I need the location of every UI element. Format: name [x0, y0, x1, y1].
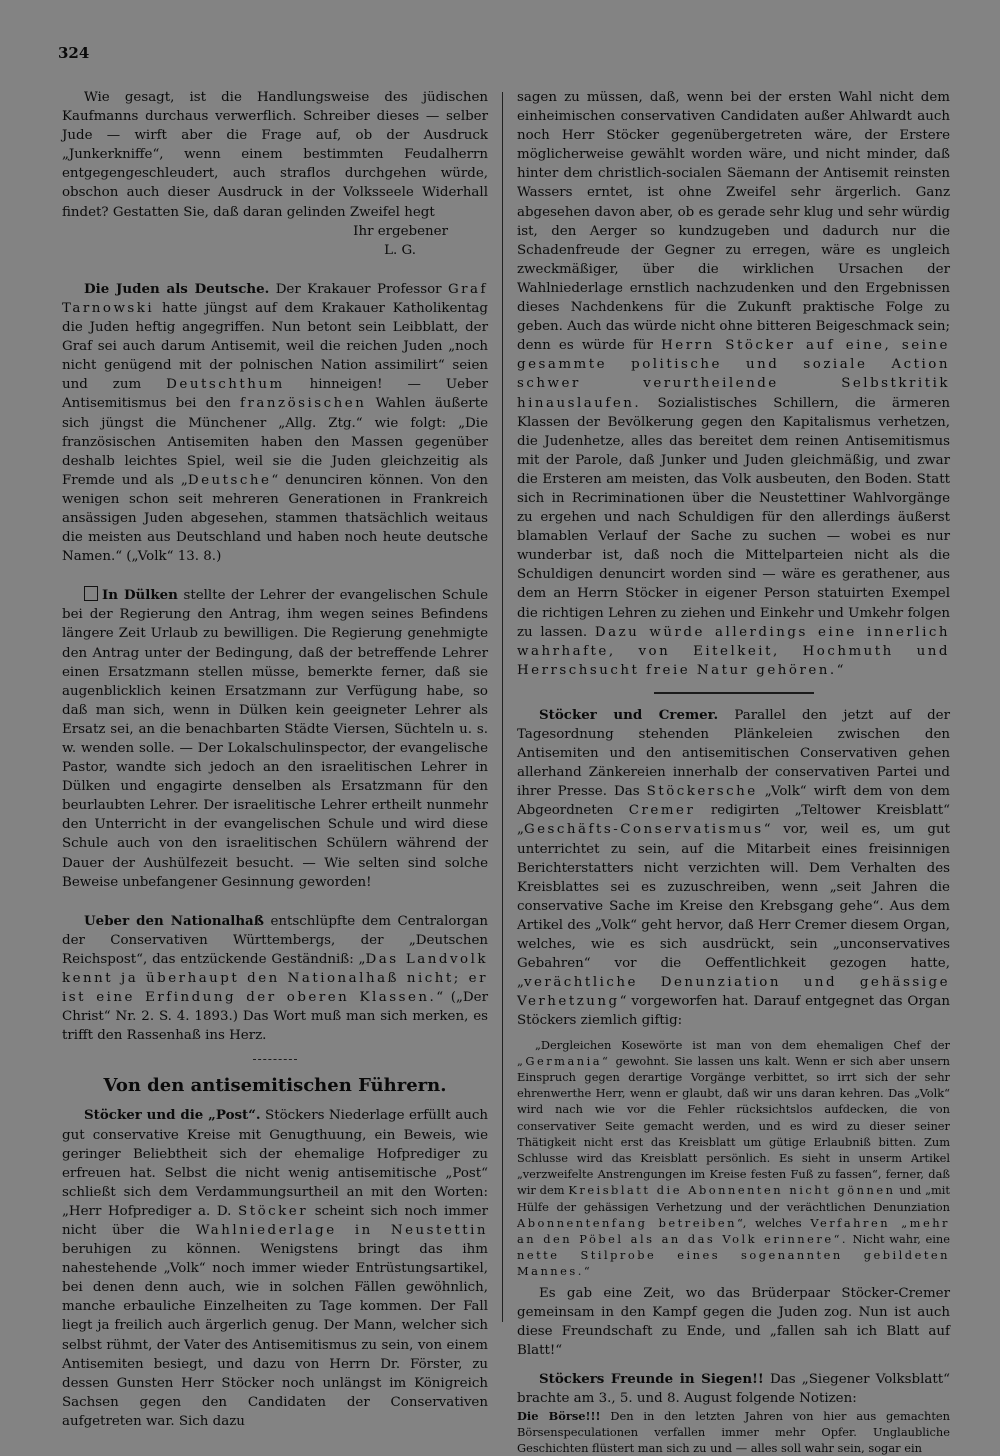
- article-heading: In Dülken: [102, 587, 178, 604]
- left-column: [62, 88, 488, 1431]
- article-siegen: Stöckers Freunde in Siegen!! Das „Siegener Volksblatt“ brachte am 3., 5. und 8. August folgende Notizen:: [517, 1370, 950, 1407]
- article-heading: Die Juden als Deutsche.: [84, 280, 270, 297]
- paragraph-brueder: Es gab eine Zeit, wo das Brüderpaar Stöcker-Cremer gemeinsam in den Kampf gegen die Juden zog. Nun ist auch diese Freundschaft zu Ende, und „fallen sah ich Blatt auf Blatt!“: [517, 1285, 950, 1358]
- article-duelken: In Dülken stellte der Lehrer der evangelischen Schule bei der Regierung den Antrag, ihm wegen seines Befindens längere Zeit Urlaub zu bewilligen. Die Regierung genehmigte den Antrag unter der Bedingung, daß der betreffende Lehrer einen Ersatzmann stellen müsse, bemerkte ferner, daß sie augenblicklich keinen Ersatzmann zur Verfügung habe, so daß man sich, wenn in Dülken kein geeigneter Lehrer als Ersatz sei, an die benachbarten Städte Viersen, Süchteln u. s. w. wenden solle. — Der Lokalschulinspector, der evangelische Pastor, wandte sich jedoch an den israelitischen Lehrer in Dülken und engagirte denselben als Ersatzmann für den beurlaubten Lehrer. Der israelitische Lehrer ertheilt nunmehr den Unterricht in der evangelischen Schule und wird diese Schule auch von den israelitischen Schülern während der Dauer der Aushülfezeit besucht. — Wie selten sind solche Beweise unbefangener Gesinnung geworden!: [62, 587, 488, 890]
- right-column: [517, 88, 950, 1456]
- article-stoecker-post: Stöcker und die „Post“. Stöckers Niederlage erfüllt auch gut conservative Kreise mit Genugthuung, ein Beweis, wie geringer Beliebtheit sich der ehemalige Hofprediger zu erfreuen hat. Selbst die nicht wenig antisemitische „Post“ schließt sich dem Verdammungsurtheil an mit den Worten: „Herr Hofprediger a. D. Stöcker scheint sich noch immer nicht über die Wahlniederlage in Neustettin beruhigen zu können. Wenigstens bringt das ihm nahestehende „Volk“ noch immer wieder Entrüstungsartikel, bei denen denn auch, wie in solchen Fällen gewöhnlich, manche erbauliche Einzelheiten zu Tage kommen. Der Fall liegt ja freilich auch ärgerlich genug. Der Mann, welcher sich selbst rühmt, der Vater des Antisemitismus zu sein, von einem Antisemiten besiegt, und dazu von Herrn Dr. Förster, zu dessen Gunsten Herr Stöcker noch unlängst im Königreich Sachsen gegen den Candidaten der Conservativen aufgetreten war. Sich dazu: [62, 1107, 489, 1429]
- section-divider: [253, 1059, 297, 1060]
- signature-closing: Ihr ergebener: [353, 223, 448, 239]
- article-heading: Stöcker und Cremer.: [539, 706, 719, 723]
- letter-paragraph: Wie gesagt, ist die Handlungsweise des jüdischen Kaufmanns durchaus verwerflich. Schreiber dieses — selber Jude — wirft aber die Frage auf, ob der Ausdruck „Junkerkniffe“, wenn einem bestimmten Feudalherrn entgegengeschleudert, auch straflos durchgehen würde, obschon auch dieser Ausdruck in der Volksseele Widerhall findet? Gestatten Sie, daß daran gelinden Zweifel hegt: [62, 90, 488, 220]
- article-juden-als-deutsche: Die Juden als Deutsche. Der Krakauer Professor Graf Tarnowski hatte jüngst auf dem Krakauer Katholikentag die Juden heftig angegriffen. Nun betont sein Leibblatt, der Graf sei auch darum Antisemit, weil die reichen Juden „noch nicht genügend mit der polnischen Nation assimilirt“ seien und zum Deutschthum hinneigen! — Ueber Antisemitismus bei den französischen Wahlen äußerte sich jüngst die Münchener „Allg. Ztg.“ wie folgt: „Die französischen Antisemiten haben den Massen gegenüber deshalb leichtes Spiel, weil sie die Juden gleichzeitig als Fremde und als „Deutsche“ denunciren können. Von den wenigen schon seit mehreren Generationen in Frankreich ansässigen Juden abgesehen, stammen thatsächlich weitaus die meisten aus Deutschland und haben noch heute deutsche Namen.“ („Volk“ 13. 8.): [62, 280, 489, 565]
- continued-paragraph: sagen zu müssen, daß, wenn bei der ersten Wahl nicht dem einheimischen conservativen Candidaten außer Ahlwardt auch noch Herr Stöcker gegenübergetreten wäre, der Erstere möglicherweise gewählt worden wäre, und nicht minder, daß hinter dem christlich-socialen Säemann der Antisemit reinsten Wassers erntet, ist ohne Zweifel sehr ärgerlich. Ganz abgesehen davon aber, ob es gerade sehr klug und sehr würdig ist, den Aerger so kundzugeben und dadurch nur die Schadenfreude der Gegner zu erregen, wäre es ungleich zweckmäßiger, über die wirklichen Ursachen der Wahlniederlage ernstlich nachzudenken und den Ergebnissen dieses Nachdenkens für die Zukunft praktische Folge zu geben. Auch das würde nicht ohne bitteren Beigeschmack sein; denn es würde für Herrn Stöcker auf eine, seine gesammte politische und soziale Action schwer verurtheilende Selbstkritik hinauslaufen. Sozialistisches Schillern, die ärmeren Klassen der Bevölkerung gegen den Kapitalismus verhetzen, die Judenhetze, alles das bereitet dem reinen Antisemitismus mit der Parole, daß Junker und Juden gleichmäßig, und zwar die Ersteren am meisten, das Volk ausbeuten, den Boden. Statt sich in Recriminationen über die Neustettiner Wahlvorgänge zu ergehen und nach Schuldigen für den allerdings äußerst blamablen Verlauf der Sache zu suchen — wobei es nur wunderbar ist, daß noch die Mittelparteien nicht als die Schuldigen denuncirt worden sind — wäre es gerathener, aus dem an Herrn Stöcker in eigener Person statuirten Exempel die richtigen Lehren zu ziehen und Einkehr und Umkehr folgen zu lassen. Dazu würde allerdings eine innerlich wahrhafte, von Eitelkeit, Hochmuth und Herrschsucht freie Natur gehören.“: [517, 90, 950, 678]
- article-separator: [654, 692, 814, 694]
- article-heading: Ueber den Nationalhaß: [84, 912, 264, 929]
- section-title: Von den antisemitischen Führern.: [103, 1075, 447, 1097]
- column-divider: [502, 92, 503, 1322]
- article-heading: Stöckers Freunde in Siegen!!: [539, 1370, 764, 1387]
- article-stoecker-cremer: Stöcker und Cremer. Parallel den jetzt auf der Tagesordnung stehenden Plänkeleien zwischen den Antisemiten und den antisemitischen Conservativen gehen allerhand Zänkereien innerhalb der conservativen Partei und ihrer Presse. Das Stöckersche „Volk“ wirft dem von dem Abgeordneten Cremer redigirten „Teltower Kreisblatt“ „Geschäfts-Conservatismus“ vor, weil es, um gut unterrichtet zu sein, auf die Mitarbeit eines freisinnigen Berichterstatters nicht verzichten will. Dem Verhalten des Kreisblattes sei es zuzuschreiben, wenn „seit Jahren die conservative Sache im Kreise den Krebsgang gehe“. Aus dem Artikel des „Volk“ geht hervor, daß Herr Cremer diesem Organ, welches, wie es sich ausdrückt, sein „unconservatives Gebahren“ vor die Oeffentlichkeit gezogen hatte, „verächtliche Denunziation und gehässige Verhetzung“ vorgeworfen hat. Darauf entgegnet das Organ Stöckers ziemlich giftig:: [517, 706, 951, 1029]
- quoted-passage: „Dergleichen Kosewörte ist man von dem ehemaligen Chef der „Germania“ gewohnt. Sie lassen uns kalt. Wenn er sich aber unsern Einspruch gegen derartige Vorgänge verbittet, so irrt sich der sehr ehrenwerthe Herr, wenn er glaubt, daß wir uns daran kehren. Das „Volk“ wird nach wie vor die Fehler rücksichtslos aufdecken, die von conservativer Seite gemacht werden, und es wird zu dieser seiner Thätigkeit nicht erst das Kreisblatt um gütige Erlaubniß bitten. Zum Schlusse wird das Kreisblatt persönlich. Es sieht in unserm Artikel „verzweifelte Anstrengungen im Kreise festen Fuß zu fassen“, ferner, daß wir dem Kreisblatt die Abonnenten nicht gönnen und „mit Hülfe der gehässigen Verhetzung und der verächtlichen Denunziation Abonnentenfang betreiben“, welches Verfahren „mehr an den Pöbel als an das Volk erinnere“. Nicht wahr, eine nette Stilprobe eines sogenannten gebildeten Mannes.“: [517, 1037, 951, 1279]
- article-heading: Stöcker und die „Post“.: [84, 1107, 261, 1124]
- notice-boerse: Die Börse!!! Den in den letzten Jahren von hier aus gemachten Börsenspeculationen verfallen immer mehr Opfer. Unglaubliche Geschichten flüstert man sich zu und — alles soll wahr sein, sogar ein: [517, 1409, 950, 1456]
- notice-heading: Die Börse!!!: [517, 1409, 601, 1424]
- page-number: 324: [58, 44, 90, 62]
- article-nationalhass: Ueber den Nationalhaß entschlüpfte dem Centralorgan der Conservativen Württembergs, der „Deutschen Reichspost“, das entzückende Geständniß: „Das Landvolk kennt ja überhaupt den Nationalhaß nicht; er ist eine Erfindung der oberen Klassen.“ („Der Christ“ Nr. 2. S. 4. 1893.) Das Wort muß man sich merken, es trifft den Rassenhaß ins Herz.: [62, 912, 488, 1044]
- square-marker-icon: [84, 586, 98, 601]
- signature-initials: L. G.: [384, 242, 416, 258]
